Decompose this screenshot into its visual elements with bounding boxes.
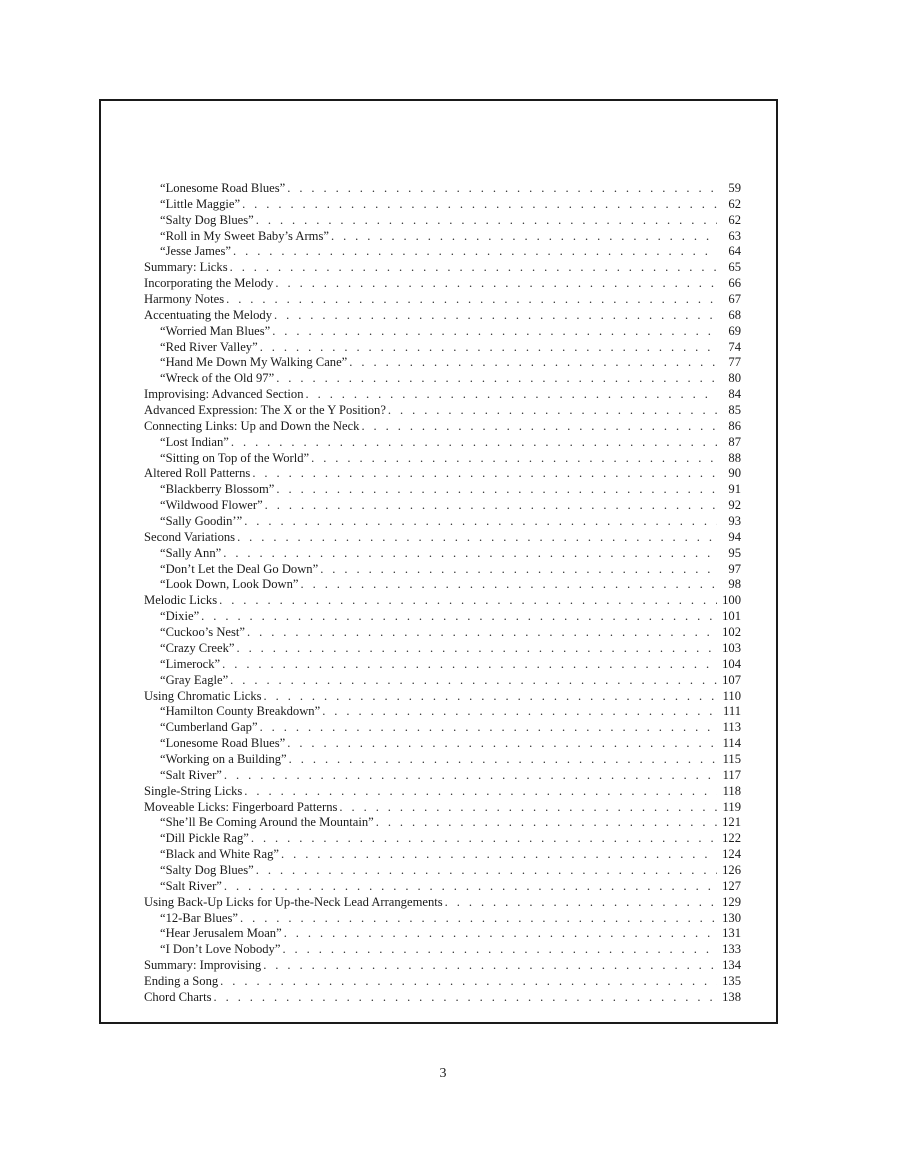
toc-entry-title: Single-String Licks	[144, 783, 243, 798]
toc-entry-title: “Sally Ann”	[160, 545, 222, 560]
toc-subentry	[144, 577, 741, 593]
toc-subentry	[144, 704, 741, 720]
toc-subentry	[144, 244, 741, 260]
toc-entry	[144, 689, 741, 705]
dot-leader	[284, 926, 717, 942]
toc-entry-page: 135	[722, 973, 741, 988]
toc-entry-page: 95	[728, 545, 741, 560]
toc-entry-title: Melodic Licks	[144, 593, 218, 608]
toc-entry-title: “Dill Pickle Rag”	[160, 831, 249, 846]
toc-entry-page: 119	[722, 799, 741, 814]
toc-subentry	[144, 657, 741, 673]
toc-entry-title: “Working on a Building”	[160, 751, 287, 766]
dot-leader	[263, 958, 717, 974]
toc-entry	[144, 292, 741, 308]
toc-subentry	[144, 942, 741, 958]
dot-leader	[256, 863, 717, 879]
dot-leader	[230, 673, 717, 689]
dot-leader	[260, 340, 717, 356]
toc-entry-page: 88	[728, 450, 741, 465]
page-number: 3	[439, 1066, 447, 1081]
toc-subentry	[144, 324, 741, 340]
dot-leader	[264, 689, 717, 705]
toc-subentry	[144, 562, 741, 578]
toc-entry	[144, 308, 741, 324]
toc-entry-page: 114	[722, 736, 741, 751]
dot-leader	[287, 736, 717, 752]
toc-subentry	[144, 340, 741, 356]
toc-entry	[144, 784, 741, 800]
toc-entry-page: 101	[722, 609, 741, 624]
toc-entry-title: “She’ll Be Coming Around the Mountain”	[160, 815, 374, 830]
dot-leader	[276, 371, 717, 387]
toc-entry-page: 107	[722, 672, 741, 687]
toc-entry-page: 111	[723, 704, 741, 719]
toc-subentry	[144, 673, 741, 689]
toc-subentry	[144, 435, 741, 451]
toc-entry-page: 131	[722, 926, 741, 941]
dot-leader	[247, 625, 717, 641]
toc-entry	[144, 895, 741, 911]
toc-entry-page: 63	[728, 228, 741, 243]
toc-subentry	[144, 815, 741, 831]
toc-subentry	[144, 355, 741, 371]
dot-leader	[223, 546, 717, 562]
toc-subentry	[144, 752, 741, 768]
dot-leader	[282, 942, 717, 958]
toc-entry-page: 85	[728, 403, 741, 418]
dot-leader	[214, 990, 717, 1006]
dot-leader	[251, 831, 717, 847]
dot-leader	[256, 213, 717, 229]
toc-entry-title: “Salt River”	[160, 878, 222, 893]
toc-entry-title: Ending a Song	[144, 973, 219, 988]
toc-subentry	[144, 720, 741, 736]
toc-entry-title: Harmony Notes	[144, 292, 225, 307]
toc-entry-title: “Cumberland Gap”	[160, 720, 258, 735]
toc-entry-title: Accentuating the Melody	[144, 307, 272, 322]
toc-entry-page: 90	[728, 466, 741, 481]
toc-entry-title: “Salty Dog Blues”	[160, 862, 254, 877]
toc-subentry	[144, 847, 741, 863]
toc-entry-page: 104	[722, 656, 741, 671]
toc-entry-title: “Salty Dog Blues”	[160, 212, 254, 227]
toc-entry-title: “Lonesome Road Blues”	[160, 736, 286, 751]
toc-entry-title: Moveable Licks: Fingerboard Patterns	[144, 799, 338, 814]
toc-entry-title: Connecting Links: Up and Down the Neck	[144, 418, 360, 433]
dot-leader	[331, 229, 717, 245]
toc-entry-page: 87	[728, 434, 741, 449]
toc-entry-page: 92	[728, 498, 741, 513]
toc-entry	[144, 276, 741, 292]
toc-subentry	[144, 482, 741, 498]
toc-subentry	[144, 926, 741, 942]
toc-subentry	[144, 641, 741, 657]
dot-leader	[220, 974, 717, 990]
toc-subentry	[144, 451, 741, 467]
toc-entry-page: 84	[728, 387, 741, 402]
toc-entry-page: 62	[728, 196, 741, 211]
toc-entry	[144, 387, 741, 403]
toc-entry-page: 77	[728, 355, 741, 370]
toc-subentry	[144, 514, 741, 530]
toc-entry-title: “Gray Eagle”	[160, 672, 229, 687]
toc-entry-page: 129	[722, 894, 741, 909]
toc-entry-page: 113	[722, 720, 741, 735]
toc-entry-title: Summary: Licks	[144, 260, 228, 275]
toc-entry-title: “Sally Goodin’”	[160, 514, 243, 529]
toc-entry-page: 138	[722, 989, 741, 1004]
toc-subentry	[144, 625, 741, 641]
toc-entry-title: Improvising: Advanced Section	[144, 387, 304, 402]
toc-entry-page: 67	[728, 292, 741, 307]
dot-leader	[233, 244, 717, 260]
dot-leader	[349, 355, 717, 371]
toc-entry-page: 97	[728, 561, 741, 576]
dot-leader	[219, 593, 717, 609]
toc-entry-page: 121	[722, 815, 741, 830]
toc-entry-page: 126	[722, 862, 741, 877]
toc-entry-page: 66	[728, 276, 741, 291]
toc-entry-title: “Look Down, Look Down”	[160, 577, 299, 592]
toc-entry	[144, 466, 741, 482]
dot-leader	[275, 276, 717, 292]
toc-entry-page: 69	[728, 323, 741, 338]
toc-entry-page: 134	[722, 958, 741, 973]
toc-subentry	[144, 229, 741, 245]
toc-entry-page: 122	[722, 831, 741, 846]
dot-leader	[231, 435, 717, 451]
dot-leader	[224, 879, 717, 895]
toc-entry	[144, 974, 741, 990]
toc-entry-page: 130	[722, 910, 741, 925]
toc-entry-title: “Cuckoo’s Nest”	[160, 625, 245, 640]
toc-entry	[144, 419, 741, 435]
toc-entry-page: 102	[722, 625, 741, 640]
dot-leader	[274, 308, 717, 324]
toc-subentry	[144, 863, 741, 879]
toc-entry-page: 110	[722, 688, 741, 703]
toc-subentry	[144, 609, 741, 625]
toc-entry-title: “Blackberry Blossom”	[160, 482, 275, 497]
dot-leader	[201, 609, 717, 625]
toc-subentry	[144, 831, 741, 847]
dot-leader	[306, 387, 718, 403]
toc-entry-title: Using Chromatic Licks	[144, 688, 262, 703]
toc-entry-page: 68	[728, 307, 741, 322]
toc-entry-title: Using Back-Up Licks for Up-the-Neck Lead Arrangements	[144, 894, 443, 909]
dot-leader	[252, 466, 717, 482]
toc-entry-title: “Crazy Creek”	[160, 640, 235, 655]
toc-subentry	[144, 768, 741, 784]
dot-leader	[236, 641, 717, 657]
toc-subentry	[144, 371, 741, 387]
dot-leader	[222, 657, 717, 673]
toc-entry-title: “Wildwood Flower”	[160, 498, 263, 513]
toc-entry-page: 98	[728, 577, 741, 592]
toc-entry-title: “Hamilton County Breakdown”	[160, 704, 321, 719]
toc-subentry	[144, 546, 741, 562]
dot-leader	[272, 324, 717, 340]
toc-entry	[144, 990, 741, 1006]
toc-entry-page: 124	[722, 847, 741, 862]
toc-entry-title: Second Variations	[144, 529, 236, 544]
toc-entry-title: “Salt River”	[160, 767, 222, 782]
toc-entry-title: “Wreck of the Old 97”	[160, 371, 275, 386]
toc-entry-title: “Worried Man Blues”	[160, 323, 271, 338]
dot-leader	[240, 911, 717, 927]
toc-entry-title: Advanced Expression: The X or the Y Position?	[144, 403, 386, 418]
toc-entry-title: “Dixie”	[160, 609, 200, 624]
toc-entry	[144, 958, 741, 974]
toc-entry-page: 62	[728, 212, 741, 227]
toc-entry-title: “Lost Indian”	[160, 434, 229, 449]
dot-leader	[388, 403, 717, 419]
toc-entry-title: “Sitting on Top of the World”	[160, 450, 310, 465]
toc-entry-page: 100	[722, 593, 741, 608]
toc-entry-title: “Limerock”	[160, 656, 221, 671]
dot-leader	[242, 197, 717, 213]
toc-entry-title: “12-Bar Blues”	[160, 910, 238, 925]
dot-leader	[287, 181, 717, 197]
toc-subentry	[144, 736, 741, 752]
dot-leader	[339, 800, 717, 816]
dot-leader	[311, 451, 717, 467]
toc-subentry	[144, 879, 741, 895]
toc-entry-title: “Lonesome Road Blues”	[160, 181, 286, 195]
toc-entry-title: “Hear Jerusalem Moan”	[160, 926, 282, 941]
toc-entry-title: Summary: Improvising	[144, 958, 262, 973]
toc-entry-page: 93	[728, 514, 741, 529]
toc-entry-title: “Jesse James”	[160, 244, 231, 259]
toc-entry-page: 86	[728, 418, 741, 433]
toc-entry-title: “I Don’t Love Nobody”	[160, 942, 281, 957]
dot-leader	[244, 514, 717, 530]
dot-leader	[322, 704, 717, 720]
toc-entry-page: 115	[722, 751, 741, 766]
toc-subentry	[144, 197, 741, 213]
toc-entry-title: “Red River Valley”	[160, 339, 258, 354]
dot-leader	[226, 292, 717, 308]
toc-entry-title: Incorporating the Melody	[144, 276, 274, 291]
dot-leader	[237, 530, 717, 546]
dot-leader	[276, 482, 717, 498]
toc-entry-title: “Black and White Rag”	[160, 847, 280, 862]
dot-leader	[244, 784, 717, 800]
toc-entry-title: Chord Charts	[144, 989, 212, 1004]
dot-leader	[301, 577, 717, 593]
toc-entry-page: 127	[722, 878, 741, 893]
toc-entry-page: 103	[722, 640, 741, 655]
toc-entry-title: “Roll in My Sweet Baby’s Arms”	[160, 228, 329, 243]
dot-leader	[289, 752, 717, 768]
toc-entry-title: “Don’t Let the Deal Go Down”	[160, 561, 319, 576]
toc-entry-title: Altered Roll Patterns	[144, 466, 251, 481]
toc-subentry	[144, 181, 741, 197]
dot-leader	[445, 895, 717, 911]
toc-entry-page: 59	[728, 181, 741, 195]
dot-leader	[281, 847, 717, 863]
toc-entry	[144, 260, 741, 276]
toc-entry	[144, 530, 741, 546]
dot-leader	[224, 768, 717, 784]
toc-entry-page: 74	[728, 339, 741, 354]
toc-entry-page: 91	[728, 482, 741, 497]
dot-leader	[361, 419, 717, 435]
toc-subentry	[144, 911, 741, 927]
toc-entry-page: 94	[728, 529, 741, 544]
dot-leader	[260, 720, 717, 736]
toc-entry-page: 118	[722, 783, 741, 798]
toc-entry-page: 64	[728, 244, 741, 259]
toc-entry-page: 117	[722, 767, 741, 782]
toc-entry-page: 65	[728, 260, 741, 275]
toc-subentry	[144, 213, 741, 229]
toc-entry	[144, 403, 741, 419]
table-of-contents	[144, 181, 741, 1006]
toc-entry	[144, 593, 741, 609]
dot-leader	[230, 260, 717, 276]
dot-leader	[265, 498, 717, 514]
toc-entry-page: 80	[728, 371, 741, 386]
dot-leader	[320, 562, 717, 578]
toc-entry-title: “Hand Me Down My Walking Cane”	[160, 355, 348, 370]
dot-leader	[376, 815, 717, 831]
toc-entry	[144, 800, 741, 816]
toc-subentry	[144, 498, 741, 514]
toc-entry-title: “Little Maggie”	[160, 196, 241, 211]
toc-entry-page: 133	[722, 942, 741, 957]
